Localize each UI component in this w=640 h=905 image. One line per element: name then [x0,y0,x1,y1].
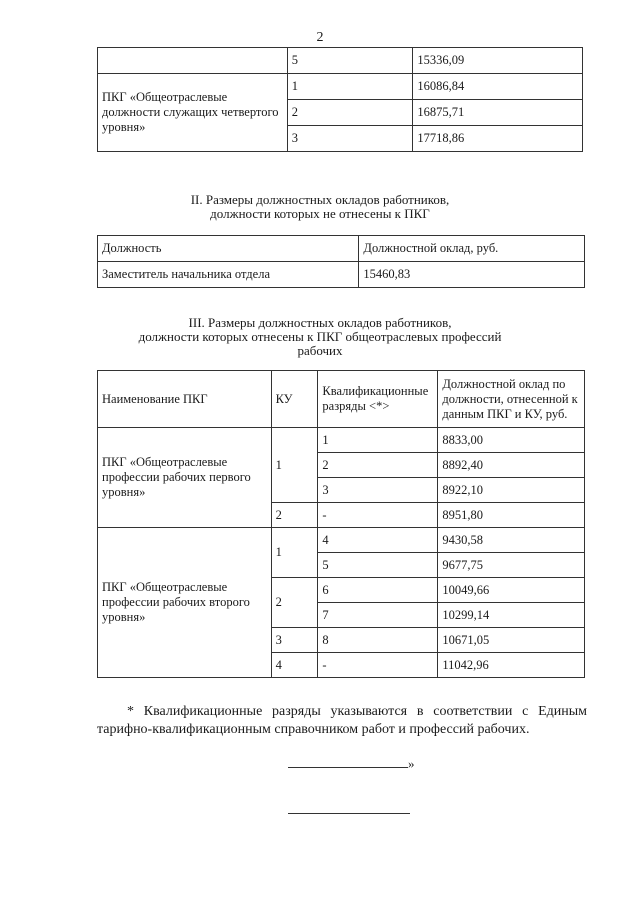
grade-cell: 4 [318,528,438,553]
section3-title-line1: III. Размеры должностных окладов работников, [188,315,452,330]
grade-cell: - [318,503,438,528]
section3-title-line2: должности которых отнесены к ПКГ общеотраслевых профессий [138,329,502,344]
table-row [98,428,585,453]
table-row [98,262,585,288]
table-unclassified-positions [97,235,585,288]
salary-cell: 16086,84 [413,74,583,100]
grade-cell: 6 [318,578,438,603]
grade-cell: - [318,653,438,678]
ku-cell: 1 [271,428,318,503]
grade-cell: 5 [318,553,438,578]
table-header-row [98,371,585,428]
salary-cell: 8922,10 [438,478,585,503]
salary-cell: 10671,05 [438,628,585,653]
salary-cell: 15336,09 [413,48,583,74]
group-name-cell: ПКГ «Общеотраслевые должности служащих четвертого уровня» [98,74,288,152]
table-header-row [98,236,585,262]
closing-quote: » [408,756,415,771]
section2-title [0,193,640,221]
ku-cell: 3 [271,628,318,653]
grade-cell: 3 [287,126,413,152]
grade-cell: 8 [318,628,438,653]
salary-cell: 9430,58 [438,528,585,553]
salary-cell: 8892,40 [438,453,585,478]
signature-line [288,813,410,814]
ku-cell: 2 [271,578,318,628]
grade-cell: 7 [318,603,438,628]
grade-cell: 2 [287,100,413,126]
table-cell-empty [98,48,288,74]
salary-cell: 17718,86 [413,126,583,152]
section2-title-line2: должности которых не отнесены к ПКГ [210,206,430,221]
table-workers-professions [97,370,585,678]
salary-cell: 11042,96 [438,653,585,678]
header-name: Наименование ПКГ [98,371,272,428]
footnote: * Квалификационные разряды указываются в соответствии с Единым тарифно-квалификационным справочником работ и профессий рабочих. [97,704,587,737]
salary-cell: 8951,80 [438,503,585,528]
ku-cell: 4 [271,653,318,678]
salary-cell: 9677,75 [438,553,585,578]
salary-cell: 10049,66 [438,578,585,603]
section3-title [0,316,640,358]
header-grades: Квалификационные разряды <*> [318,371,438,428]
salary-cell: 8833,00 [438,428,585,453]
grade-cell: 2 [318,453,438,478]
header-salary: Должностной оклад, руб. [359,236,585,262]
grade-cell: 5 [287,48,413,74]
grade-cell: 1 [287,74,413,100]
ku-cell: 2 [271,503,318,528]
grade-cell: 1 [318,428,438,453]
position-cell: Заместитель начальника отдела [98,262,359,288]
table-servants-level4 [97,47,583,152]
page-number: 2 [316,30,324,45]
group-name-cell: ПКГ «Общеотраслевые профессии рабочих первого уровня» [98,428,272,528]
header-salary: Должностной оклад по должности, отнесенной к данным ПКГ и КУ, руб. [438,371,585,428]
header-position: Должность [98,236,359,262]
salary-cell: 16875,71 [413,100,583,126]
salary-cell: 10299,14 [438,603,585,628]
table-row [98,528,585,553]
signature-line [288,767,408,768]
ku-cell: 1 [271,528,318,578]
section2-title-line1: II. Размеры должностных окладов работников, [190,192,450,207]
table-row [98,48,583,74]
grade-cell: 3 [318,478,438,503]
group-name-cell: ПКГ «Общеотраслевые профессии рабочих второго уровня» [98,528,272,678]
table-row [98,74,583,100]
section3-title-line3: рабочих [297,343,343,358]
header-ku: КУ [271,371,318,428]
salary-cell: 15460,83 [359,262,585,288]
